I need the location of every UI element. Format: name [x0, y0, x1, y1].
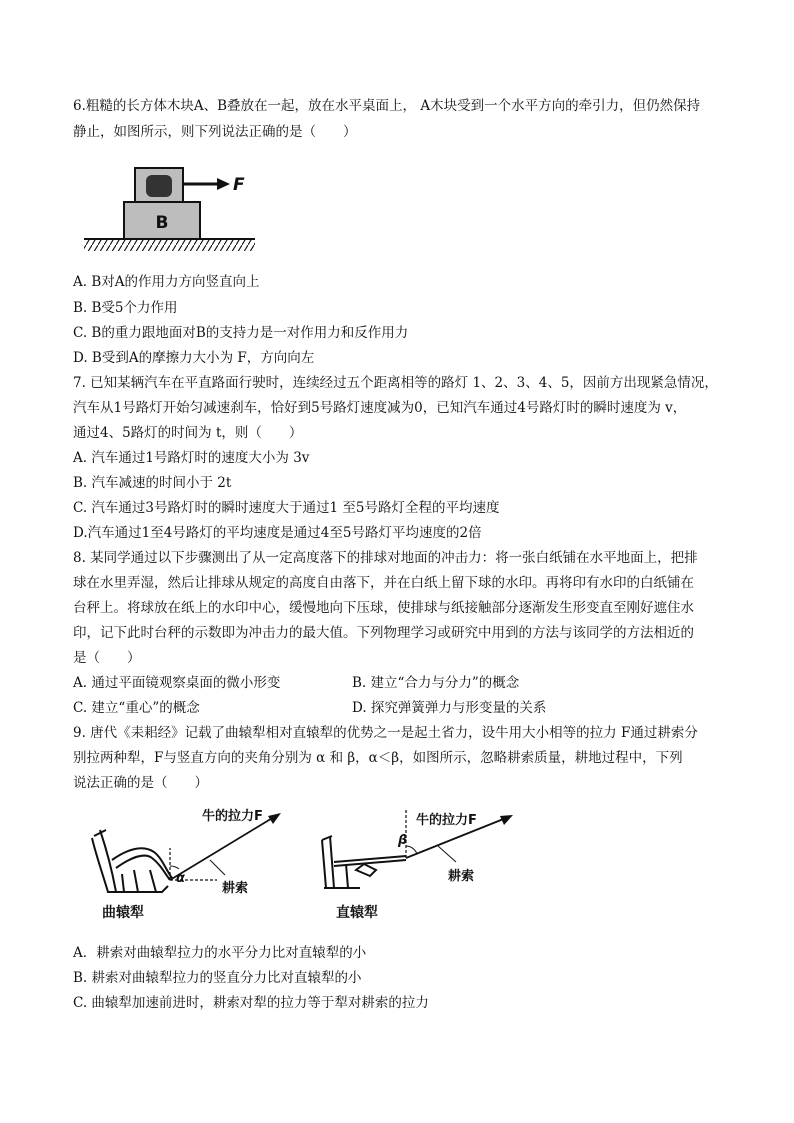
- force-arrow-head: [217, 178, 230, 190]
- q6-stem-line-1: 6.粗糙的长方体木块A、B叠放在一起，放在水平桌面上， A木块受到一个水平方向的牵引力，但仍然保持: [73, 98, 701, 114]
- q9-stem-line-3: 说法正确的是（ ）: [73, 775, 208, 791]
- left-force-arrowhead: [268, 813, 281, 824]
- q8-option-b: B. 建立“合力与分力”的概念: [352, 675, 520, 691]
- left-rope-label: 耕索: [222, 881, 249, 896]
- q8-stem-line-5: 是（ ）: [73, 650, 141, 666]
- q9-figure-curved-plough: [82, 800, 292, 925]
- right-force-label: 牛的拉力F: [416, 813, 477, 828]
- q6-stem-line-2: 静止，如图所示，则下列说法正确的是（ ）: [73, 124, 357, 140]
- q8-stem-line-4: 印，记下此时台秤的示数即为冲击力的最大值。下列物理学习或研究中用到的方法与该同学的方法相近的: [73, 625, 694, 641]
- q7-stem-line-3: 通过4、5路灯的时间为 t，则（ ）: [73, 425, 303, 441]
- q6-option-a: A. B对A的作用力方向竖直向上: [73, 274, 260, 290]
- beta-arc: [406, 846, 417, 854]
- left-rope-pointer: [210, 860, 225, 875]
- q7-option-b: B. 汽车减速的时间小于 2t: [73, 475, 232, 491]
- right-angle-label: β: [398, 833, 408, 848]
- q9-stem-line-2: 别拉两种犁，F与竖直方向的夹角分别为 α 和 β，α＜β，如图所示，忽略耕索质量，耕地过程中，下列: [73, 750, 683, 766]
- q9-figure-straight-plough: [310, 800, 530, 925]
- q7-stem-line-2: 汽车从1号路灯开始匀减速刹车，恰好到5号路灯速度减为0，已知汽车通过4号路灯时的瞬时速度为 v，: [73, 400, 687, 416]
- force-label: F: [233, 175, 245, 195]
- q7-option-d: D.汽车通过1至4号路灯的平均速度是通过4至5号路灯平均速度的2倍: [73, 525, 482, 541]
- left-caption: 曲辕犁: [102, 905, 144, 921]
- alpha-arc: [170, 866, 179, 869]
- q9-option-a: A．耕索对曲辕犁拉力的水平分力比对直辕犁的小: [73, 945, 367, 961]
- left-angle-label: α: [176, 871, 185, 886]
- q7-option-c: C. 汽车通过3号路灯时的瞬时速度大于通过1 至5号路灯全程的平均速度: [73, 500, 500, 516]
- right-rope-label: 耕索: [448, 869, 475, 884]
- q6-option-d: D. B受到A的摩擦力大小为 F，方向向左: [73, 350, 315, 366]
- q8-stem-line-1: 8. 某同学通过以下步骤测出了从一定高度落下的排球对地面的冲击力：将一张白纸铺在水平地面上，把排: [73, 550, 698, 566]
- q6-option-c: C. B的重力跟地面对B的支持力是一对作用力和反作用力: [73, 325, 409, 341]
- curved-plough-drawing: [92, 830, 172, 892]
- right-rope-pointer: [438, 846, 456, 862]
- q7-option-a: A. 汽车通过1号路灯时的速度大小为 3v: [73, 450, 310, 466]
- q6-figure-blocks: [80, 165, 265, 255]
- q8-stem-line-2: 球在水里弄湿，然后让排球从规定的高度自由落下，并在白纸上留下球的水印。再将印有水印的白纸铺在: [73, 575, 694, 591]
- block-b-label: B: [155, 213, 169, 233]
- q9-option-c: C. 曲辕犁加速前进时，耕索对犁的拉力等于犁对耕索的拉力: [73, 995, 429, 1011]
- q9-option-b: B. 耕索对曲辕犁拉力的竖直分力比对直辕犁的小: [73, 970, 362, 986]
- q8-option-d: D. 探究弹簧弹力与形变量的关系: [352, 700, 547, 716]
- left-force-line: [170, 817, 274, 880]
- right-caption: 直辕犁: [336, 905, 378, 921]
- left-force-label: 牛的拉力F: [202, 809, 263, 824]
- straight-plough-drawing: [322, 836, 406, 888]
- q8-option-a: A. 通过平面镜观察桌面的微小形变: [73, 675, 281, 691]
- q8-option-c: C. 建立“重心”的概念: [73, 700, 200, 716]
- q8-stem-line-3: 台秤上。将球放在纸上的水印中心，缓慢地向下压球，使排球与纸接触部分逐渐发生形变直至刚好遮住水: [73, 600, 694, 616]
- right-force-arrowhead: [500, 815, 513, 825]
- q7-stem-line-1: 7. 已知某辆汽车在平直路面行驶时，连续经过五个距离相等的路灯 1、2、3、4、5，因前方出现紧急情况，: [73, 375, 718, 391]
- q6-option-b: B. B受5个力作用: [73, 300, 178, 316]
- block-a-label-blot: [146, 175, 172, 197]
- q9-stem-line-1: 9. 唐代《耒耜经》记载了曲辕犁相对直辕犁的优势之一是起土省力，设牛用大小相等的拉力 F通过耕索分: [73, 725, 698, 741]
- ground-hatch: [84, 240, 255, 251]
